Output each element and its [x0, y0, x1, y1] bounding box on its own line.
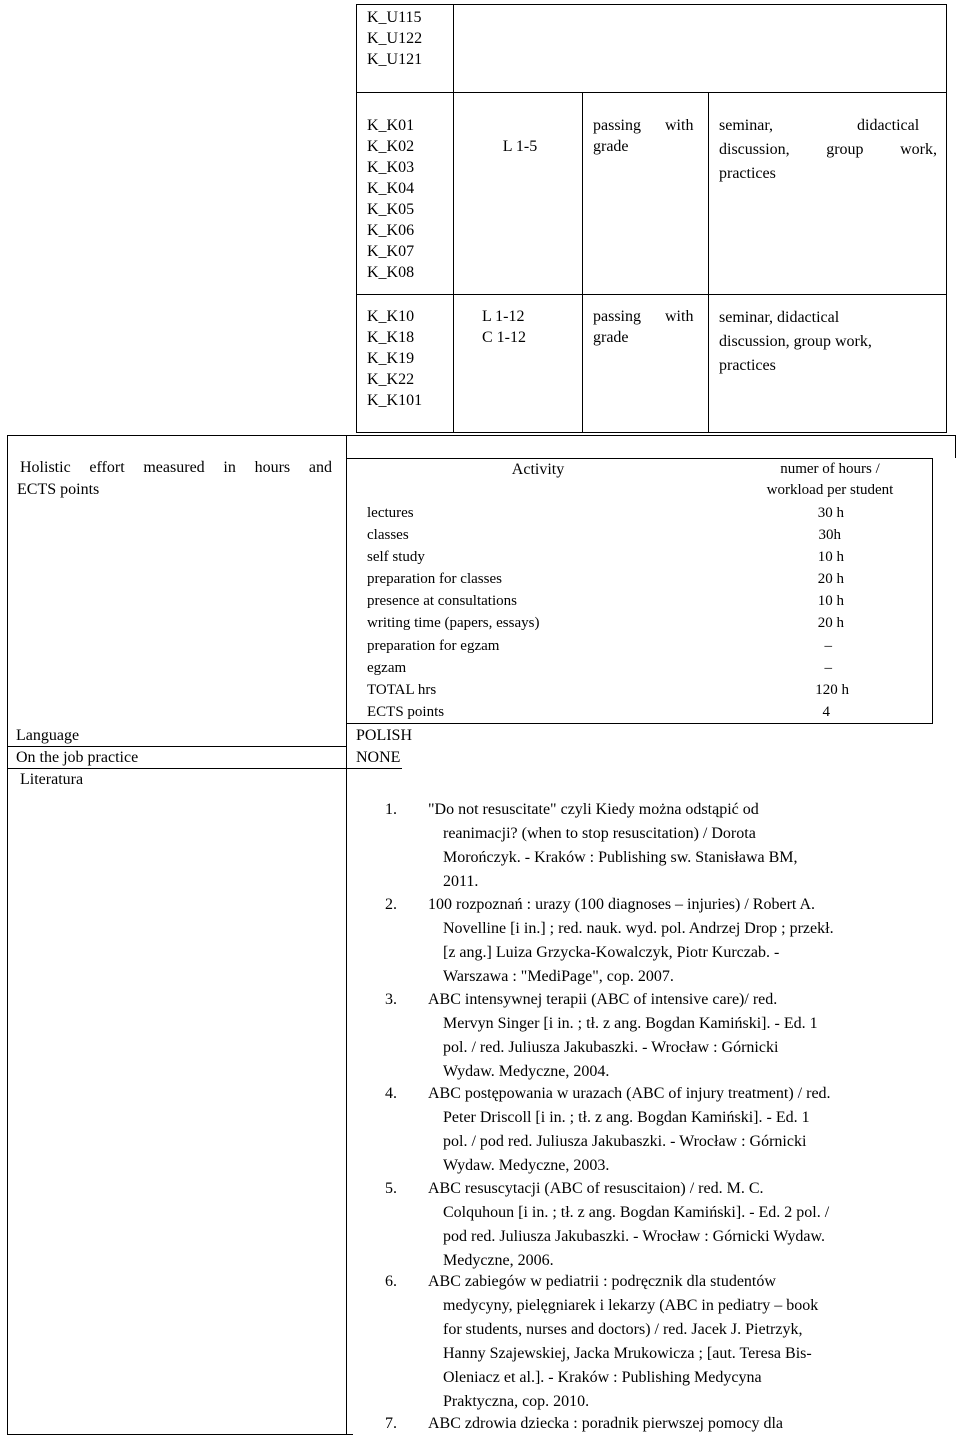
- literature-line: reanimacji? (when to stop resuscitation) / Dorota: [443, 825, 756, 842]
- code-item: K_K03: [367, 159, 415, 176]
- literature-line: Peter Driscoll [i in. ; tł. z ang. Bogdan Kamiński]. - Ed. 1: [443, 1109, 810, 1126]
- literature-number: 3.: [385, 991, 397, 1008]
- activity-name: presence at consultations: [367, 593, 517, 609]
- top-row-codes: [367, 7, 451, 70]
- practice-value: NONE: [356, 749, 401, 766]
- code-item: K_K07: [367, 243, 415, 260]
- code-item: K_K18: [367, 329, 415, 346]
- row-k10-assessment-a: passing: [593, 308, 641, 325]
- activity-name: preparation for egzam: [367, 638, 500, 654]
- activity-name: self study: [367, 549, 425, 565]
- literature-line: Oleniacz et al.]. - Kraków : Publishing Medycyna: [443, 1369, 762, 1386]
- row-k01-methods-1b: didactical: [857, 117, 920, 134]
- activity-name: writing time (papers, essays): [367, 615, 540, 631]
- literature-line: "Do not resuscitate" czyli Kiedy można odstąpić od: [428, 801, 759, 818]
- activity-hours: 20 h: [817, 571, 844, 587]
- language-label: Language: [16, 727, 80, 744]
- activity-hours: 10 h: [817, 549, 844, 565]
- literature-line: Wydaw. Medyczne, 2004.: [443, 1063, 610, 1080]
- literature-line: ABC resuscytacji (ABC of resuscitaion) / red. M. C.: [428, 1180, 764, 1197]
- code-item: K_K08: [367, 264, 415, 281]
- literature-number: 2.: [385, 896, 397, 913]
- row-k01-methods-2: discussion, group work,: [719, 141, 937, 158]
- literature-line: [z ang.] Luiza Grzycka-Kowalczyk, Piotr Kurczab. -: [443, 944, 780, 961]
- activity-hours: 30h: [818, 527, 841, 543]
- content-item: L 1-12: [482, 308, 525, 325]
- activity-name: ECTS points: [367, 704, 445, 720]
- activity-hours: 10 h: [817, 593, 844, 609]
- literature-line: ABC zdrowia dziecka : poradnik pierwszej pomocy dla: [428, 1415, 783, 1432]
- literature-line: medycyny, pielęgniarek i lekarzy (ABC in pediatry – book: [443, 1297, 819, 1314]
- literature-number: 4.: [385, 1085, 397, 1102]
- row-k01-assessment-a: passing: [593, 117, 641, 134]
- row-k10-methods: [719, 306, 941, 378]
- code-item: K_K06: [367, 222, 415, 239]
- row-k01-codes: [367, 115, 451, 283]
- literature-line: ABC intensywnej terapii (ABC of intensive care)/ red.: [428, 991, 778, 1008]
- literature-line: Medyczne, 2006.: [443, 1252, 554, 1269]
- literature-line: for students, nurses and doctors) / red. Jacek J. Pietrzyk,: [443, 1321, 803, 1338]
- literature-line: ABC postępowania w urazach (ABC of injury treatment) / red.: [428, 1085, 831, 1102]
- activity-hours: 20 h: [817, 615, 844, 631]
- literature-line: Wydaw. Medyczne, 2003.: [443, 1157, 610, 1174]
- activity-hours: 30 h: [817, 505, 844, 521]
- hours-header-1: numer of hours /: [780, 461, 880, 477]
- hours-header-2: workload per student: [766, 482, 894, 498]
- code-item: K_K22: [367, 371, 415, 388]
- row-k01-methods-3: practices: [719, 165, 776, 182]
- literature-line: Novelline [i in.] ; red. nauk. wyd. pol. Andrzej Drop ; przekł.: [443, 920, 834, 937]
- language-value: POLISH: [356, 727, 413, 744]
- row-k10-content: [482, 306, 572, 348]
- literature-number: 5.: [385, 1180, 397, 1197]
- literature-line: pod red. Juliusza Jakubaszki. - Wrocław : Górnicki Wydaw.: [443, 1228, 825, 1245]
- activity-hours: 4: [822, 704, 830, 720]
- literature-number: 1.: [385, 801, 397, 818]
- row-k01-content: L 1-5: [502, 138, 538, 155]
- code-item: K_U121: [367, 51, 423, 68]
- literature-line: Morończyk. - Kraków : Publishing sw. Stanisława BM,: [443, 849, 798, 866]
- literature-line: Warszawa : "MediPage", cop. 2007.: [443, 968, 674, 985]
- row-k10-codes: [367, 306, 451, 411]
- literature-line: ABC zabiegów w pediatrii : podręcznik dla studentów: [428, 1273, 776, 1290]
- activity-name: egzam: [367, 660, 407, 676]
- activity-name: preparation for classes: [367, 571, 502, 587]
- literature-number: 6.: [385, 1273, 397, 1290]
- code-item: K_K04: [367, 180, 415, 197]
- literature-number: 7.: [385, 1415, 397, 1432]
- literature-line: Colquhoun [i in. ; tł. z ang. Bogdan Kamiński]. - Ed. 2 pol. /: [443, 1204, 830, 1221]
- content-item: C 1-12: [482, 329, 526, 346]
- activity-hours: –: [824, 660, 832, 676]
- code-item: K_K02: [367, 138, 415, 155]
- holistic-label: Holistic effort measured in hours and ECTS points: [17, 459, 332, 498]
- code-item: K_K101: [367, 392, 423, 409]
- row-k10-assessment-c: grade: [593, 329, 629, 346]
- literature-line: Hanny Szajewskiej, Jacka Mrukowicza ; [aut. Teresa Bis-: [443, 1345, 812, 1362]
- code-item: K_U115: [367, 9, 422, 26]
- literature-line: 100 rozpoznań : urazy (100 diagnoses – injuries) / Robert A.: [428, 896, 816, 913]
- activity-hours: 120 h: [815, 682, 849, 698]
- row-k01-assessment-c: grade: [593, 138, 629, 155]
- row-k01-methods-1a: seminar,: [719, 117, 774, 134]
- literature-label: Literatura: [20, 771, 84, 788]
- practice-label: On the job practice: [16, 749, 139, 766]
- code-item: K_K01: [367, 117, 415, 134]
- method-line: practices: [719, 357, 776, 374]
- literature-line: pol. / red. Juliusza Jakubaszki. - Wrocław : Górnicki: [443, 1039, 779, 1056]
- method-line: discussion, group work,: [719, 333, 872, 350]
- row-k10-assessment-b: with: [665, 308, 694, 325]
- literature-line: Praktyczna, cop. 2010.: [443, 1393, 590, 1410]
- literature-line: pol. / pod red. Juliusza Jakubaszki. - Wrocław : Górnicki: [443, 1133, 807, 1150]
- code-item: K_U122: [367, 30, 423, 47]
- code-item: K_K19: [367, 350, 415, 367]
- literature-line: 2011.: [443, 873, 479, 890]
- activity-name: lectures: [367, 505, 414, 521]
- method-line: seminar, didactical: [719, 309, 840, 326]
- code-item: K_K10: [367, 308, 415, 325]
- row-k01-assessment-b: with: [665, 117, 694, 134]
- activity-header: Activity: [511, 461, 565, 478]
- activity-name: classes: [367, 527, 409, 543]
- literature-line: Mervyn Singer [i in. ; tł. z ang. Bogdan Kamiński]. - Ed. 1: [443, 1015, 818, 1032]
- code-item: K_K05: [367, 201, 415, 218]
- activity-name: TOTAL hrs: [367, 682, 437, 698]
- activity-hours: –: [824, 638, 832, 654]
